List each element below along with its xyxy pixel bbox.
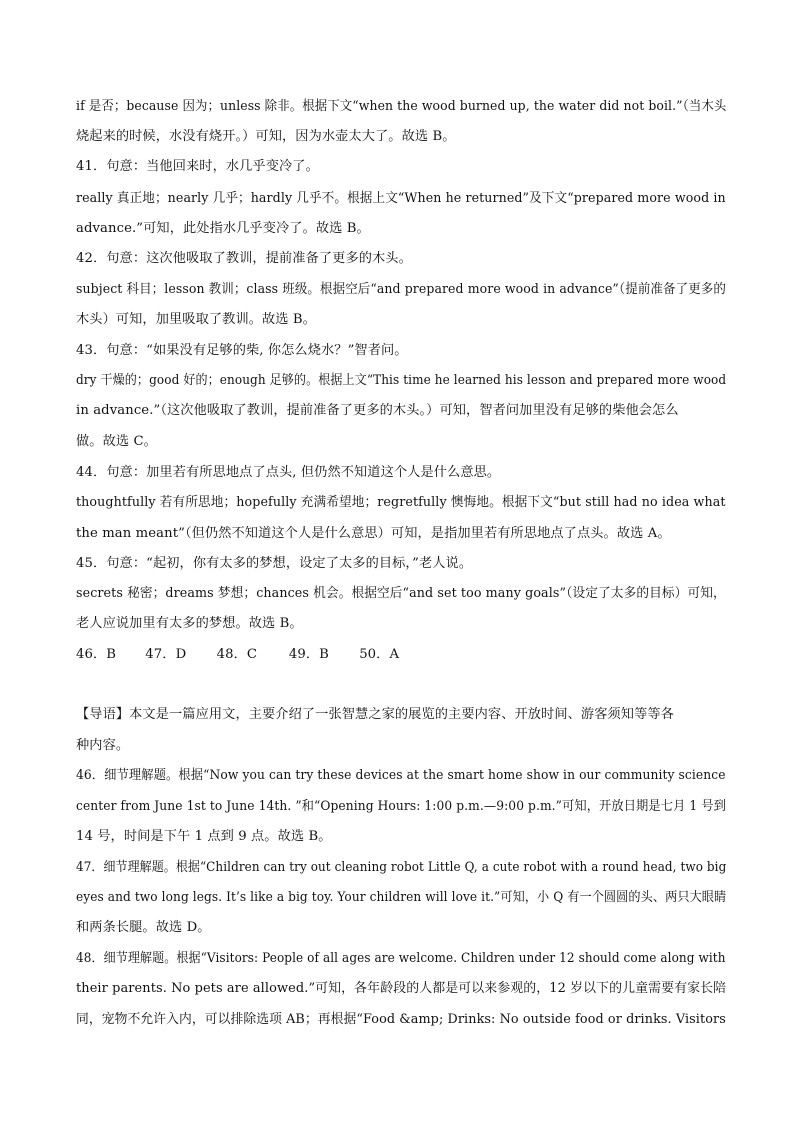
answer-48: 48．C xyxy=(216,647,258,662)
text-line-9: 43．句意：“如果没有足够的柴, 你怎么烧水？”智者问。 xyxy=(76,343,408,358)
q47-line-2: eyes and two long legs. It’s like a big toy. Your children will love it.”可知，小 Q 有一个圆圆的头、两只大眼睛 xyxy=(76,890,727,905)
q48-line-3: 同，宠物不允许入内，可以排除选项 AB；再根据“Food &amp; Drinks: No outside food or drinks. Visitors xyxy=(76,1012,726,1027)
intro-line-2: 种内容。 xyxy=(76,738,130,753)
text-line-17: secrets 秘密；dreams 梦想；chances 机会。根据空后“and set too many goals”（设定了太多的目标）可知， xyxy=(76,586,726,601)
text-line-14: thoughtfully 若有所思地；hopefully 充满希望地；regretfully 懊悔地。根据下文“but still had no idea what xyxy=(76,495,726,510)
answer-47: 47．D xyxy=(145,647,187,662)
text-line-11: in advance.”（这次他吸取了教训，提前准备了更多的木头。）可知，智者问加里没有足够的柴他会怎么 xyxy=(76,403,679,418)
q48-line-1: 48．细节理解题。根据“Visitors: People of all ages are welcome. Children under 12 should come along with xyxy=(76,951,726,966)
text-line-16: 45．句意：“起初，你有太多的梦想，设定了太多的目标，”老人说。 xyxy=(76,556,473,571)
q48-line-2: their parents. No pets are allowed.”可知，各年龄段的人都是可以来参观的，12 岁以下的儿童需要有家长陪 xyxy=(76,981,727,996)
q47-line-3: 和两条长腿。故选 D。 xyxy=(76,920,211,935)
text-line-4: really 真正地；nearly 几乎；hardly 几乎不。根据上文“When he returned”及下文“prepared more wood in xyxy=(76,191,726,206)
text-line-12: 做。故选 C。 xyxy=(76,434,157,449)
text-line-8: 木头）可知，加里吸取了教训。故选 B。 xyxy=(76,312,316,327)
text-line-15: the man meant”（但仍然不知道这个人是什么意思）可知，是指加里若有所思地点了点头。故选 A。 xyxy=(76,526,671,541)
text-line-7: subject 科目；lesson 教训；class 班级。根据空后“and prepared more wood in advance”（提前准备了更多的 xyxy=(76,282,726,297)
text-line-2: 烧起来的时候，水没有烧开。）可知，因为水壶太大了。故选 B。 xyxy=(76,129,456,144)
q47-line-1: 47．细节理解题。根据“Children can try out cleaning robot Little Q, a cute robot with a round head, two big xyxy=(76,860,727,875)
answer-key-row xyxy=(76,645,726,665)
q46-line-2: center from June 1st to June 14th. ”和“Opening Hours: 1:00 p.m.—9:00 p.m.”可知，开放日期是七月 1 号到 xyxy=(76,799,726,814)
intro-line-1: 【导语】本文是一篇应用文，主要介绍了一张智慧之家的展览的主要内容、开放时间、游客须知等等各 xyxy=(76,707,674,722)
text-line-3: 41．句意：当他回来时，水几乎变冷了。 xyxy=(76,159,319,174)
answer-50: 50．A xyxy=(359,647,400,662)
q46-line-1: 46．细节理解题。根据“Now you can try these devices at the smart home show in our community science xyxy=(76,768,726,783)
answer-46: 46．B xyxy=(76,647,117,662)
q46-line-3: 14 号，时间是下午 1 点到 9 点。故选 B。 xyxy=(76,829,332,844)
text-line-1: if 是否；because 因为；unless 除非。根据下文“when the wood burned up, the water did not boil.”（当木头 xyxy=(76,99,727,114)
text-line-10: dry 干燥的；good 好的；enough 足够的。根据上文“This time he learned his lesson and prepared more wood xyxy=(76,373,727,388)
text-line-5: advance.”可知，此处指水几乎变冷了。故选 B。 xyxy=(76,221,370,236)
answer-49: 49．B xyxy=(288,647,329,662)
text-line-18: 老人应说加里有太多的梦想。故选 B。 xyxy=(76,616,303,631)
text-line-13: 44．句意：加里若有所思地点了点头, 但仍然不知道这个人是什么意思。 xyxy=(76,465,501,480)
text-line-6: 42．句意：这次他吸取了教训，提前准备了更多的木头。 xyxy=(76,251,412,266)
